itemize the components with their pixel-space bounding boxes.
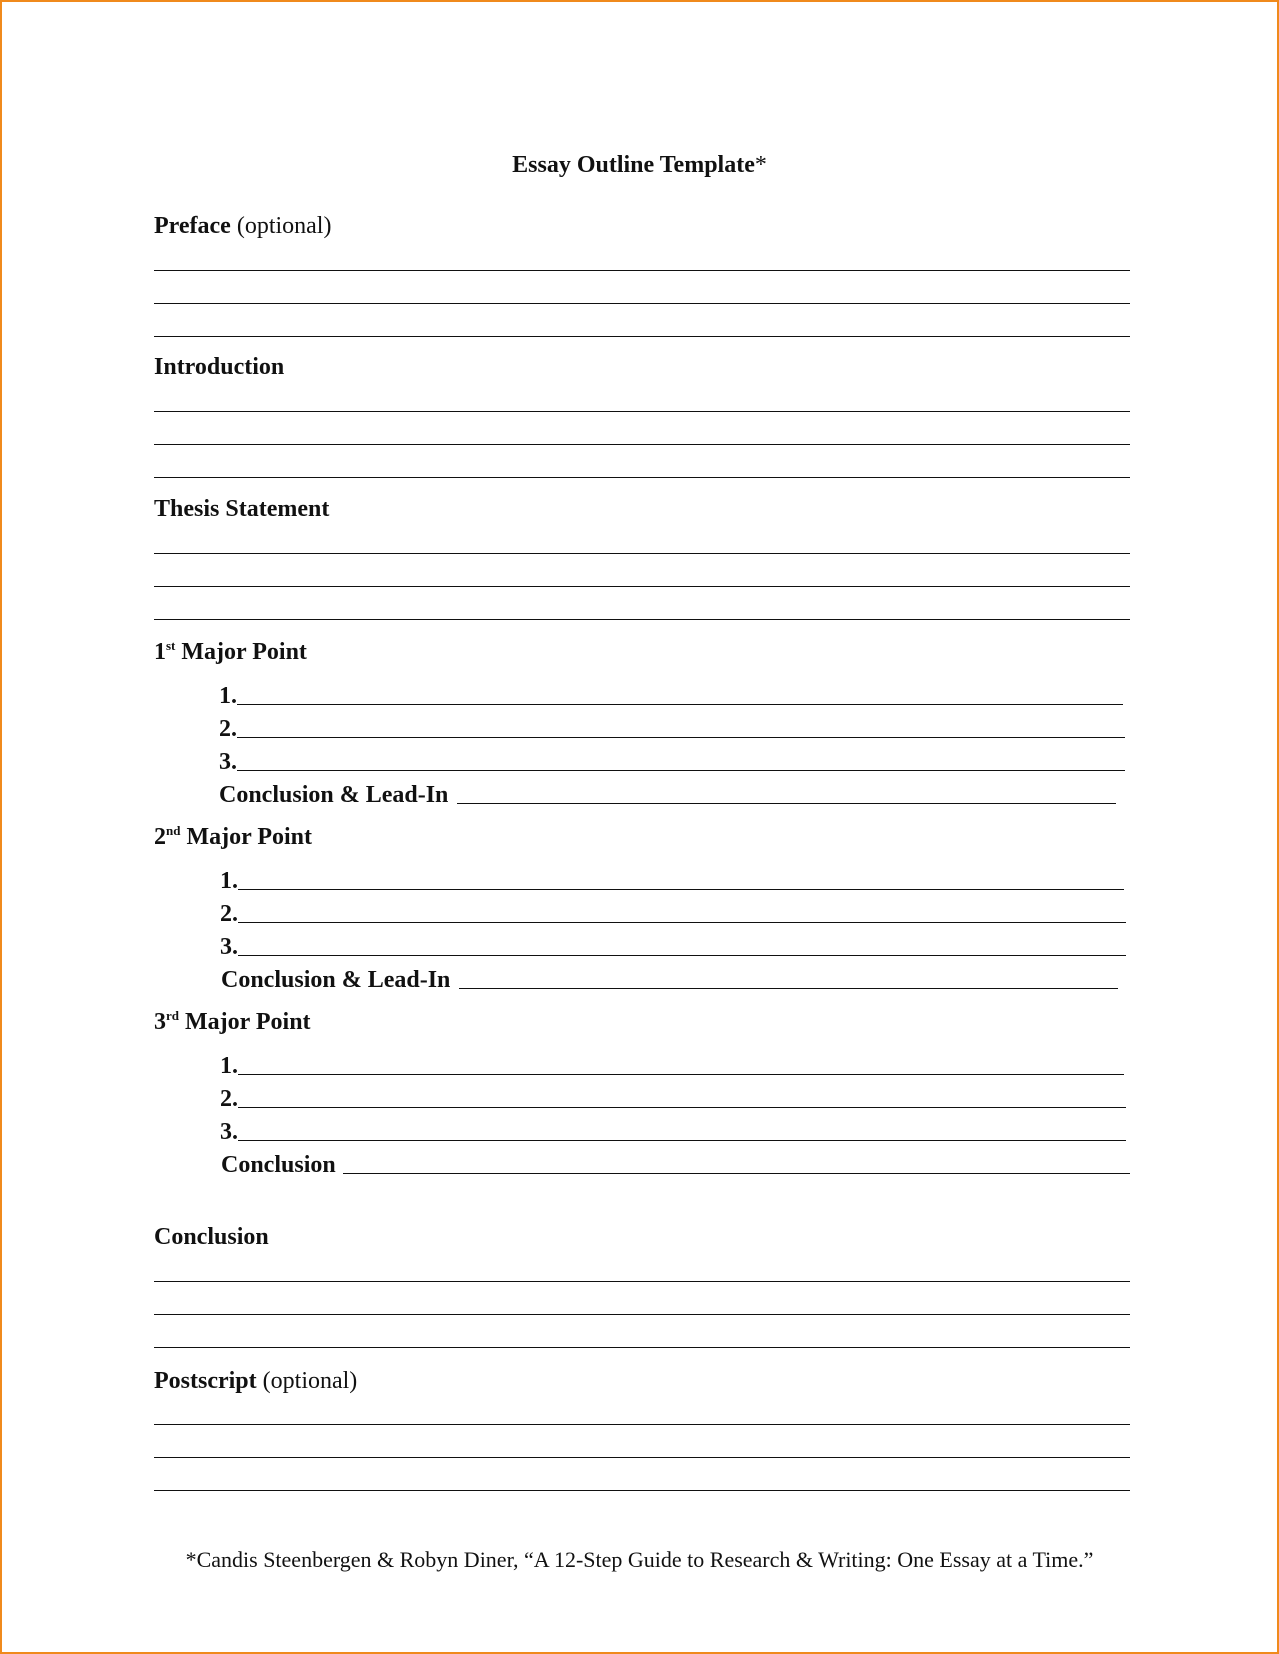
section-heading-major-point-3: 3rd Major Point [154,1008,311,1035]
writing-line[interactable] [154,1281,1130,1282]
outline-item[interactable]: 3. [220,934,1126,961]
outline-item[interactable]: 1. [219,683,1123,710]
outline-item[interactable]: 2. [220,1086,1126,1113]
outline-item[interactable]: 1. [220,868,1124,895]
writing-line[interactable] [343,1172,1130,1174]
writing-line[interactable] [154,270,1130,271]
writing-line[interactable] [459,987,1118,989]
writing-line[interactable] [238,1139,1126,1141]
writing-line[interactable] [154,444,1130,445]
writing-line[interactable] [154,303,1130,304]
section-heading-postscript: Postscript (optional) [154,1368,358,1394]
writing-line[interactable] [154,1490,1130,1491]
section-heading-major-point-2: 2nd Major Point [154,823,312,850]
section-heading-thesis: Thesis Statement [154,496,330,522]
writing-line[interactable] [154,553,1130,554]
writing-line[interactable] [154,586,1130,587]
section-heading-conclusion: Conclusion [154,1224,269,1250]
footnote-citation: *Candis Steenbergen & Robyn Diner, “A 12-Step Guide to Research & Writing: One Essay at a Time.” [185,1547,1094,1572]
document-title: Essay Outline Template* [512,152,767,178]
outline-item[interactable]: 1. [220,1053,1124,1080]
outline-item-conclusion[interactable]: Conclusion [221,1152,1130,1179]
writing-line[interactable] [154,336,1130,337]
outline-item-lead-in[interactable]: Conclusion & Lead-In [221,967,1118,994]
writing-line[interactable] [238,1073,1124,1075]
section-heading-introduction: Introduction [154,354,285,380]
writing-line[interactable] [237,736,1125,738]
outline-item[interactable]: 2. [220,901,1126,928]
outline-item[interactable]: 3. [219,749,1125,776]
writing-line[interactable] [238,954,1126,956]
writing-line[interactable] [154,1314,1130,1315]
writing-line[interactable] [154,619,1130,620]
writing-line[interactable] [154,1457,1130,1458]
outline-item-lead-in[interactable]: Conclusion & Lead-In [219,782,1116,809]
writing-line[interactable] [154,477,1130,478]
writing-line[interactable] [154,411,1130,412]
writing-line[interactable] [238,1106,1126,1108]
writing-line[interactable] [237,769,1125,771]
outline-item[interactable]: 3. [220,1119,1126,1146]
writing-line[interactable] [154,1347,1130,1348]
writing-line[interactable] [237,703,1123,705]
section-heading-preface: Preface (optional) [154,213,332,239]
outline-item[interactable]: 2. [219,716,1125,743]
writing-line[interactable] [238,888,1124,890]
writing-line[interactable] [154,1424,1130,1425]
section-heading-major-point-1: 1st Major Point [154,638,307,665]
writing-line[interactable] [238,921,1126,923]
writing-line[interactable] [457,802,1116,804]
